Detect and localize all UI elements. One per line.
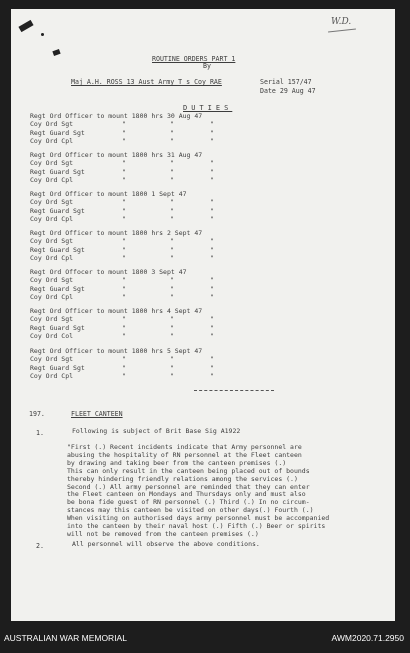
ditto-mark: " [170, 175, 174, 184]
annotation-underline [328, 29, 356, 33]
duty-role-line [30, 284, 214, 293]
duty-officer-line: Regt Ord Offocer to mount 1800 3 Sept 47 [30, 268, 187, 276]
quote-line: by drawing and taking beer from the canteen premises (.) [67, 458, 287, 467]
ditto-mark: " [122, 136, 126, 145]
duty-role-line [30, 198, 214, 207]
document-date: Date 29 Aug 47 [260, 87, 316, 95]
section-title: FLEET CANTEEN [71, 410, 123, 418]
ditto-mark: " [170, 214, 174, 223]
duty-role: Coy Ord Sgt [30, 315, 74, 324]
ditto-mark: " [170, 276, 174, 285]
item-text: All personnel will observe the above conditions. [72, 540, 260, 548]
quote-line: "First (.) Recent incidents indicate that Army personnel are [67, 443, 302, 451]
quote-line: will not be removed from the canteen premises (.) [67, 529, 259, 538]
quote-line: thereby hindering friendly relations among the services (.) [67, 474, 298, 483]
duty-role-line [30, 128, 214, 137]
ditto-mark: " [170, 245, 174, 254]
ditto-mark: " [170, 136, 174, 145]
footer-accession-number: AWM2020.71.2950 [331, 633, 404, 643]
ditto-mark: " [210, 120, 214, 129]
ditto-mark: " [210, 198, 214, 207]
duty-role-line [30, 206, 214, 215]
ditto-mark: " [122, 276, 126, 285]
ditto-mark: " [210, 276, 214, 285]
ditto-mark: " [122, 214, 126, 223]
ditto-mark: " [170, 206, 174, 215]
ditto-mark: " [210, 315, 214, 324]
duty-role-line [30, 136, 214, 145]
duty-role-line [30, 237, 214, 246]
archive-footer [0, 621, 410, 653]
ditto-mark: " [122, 120, 126, 129]
ditto-mark: " [170, 363, 174, 372]
duty-role: Regt Guard Sgt [30, 206, 85, 215]
duty-role: Coy Ord Sgt [30, 237, 74, 246]
ditto-mark: " [122, 128, 126, 137]
document-title: ROUTINE ORDERS PART 1 [152, 55, 236, 63]
ditto-mark: " [170, 371, 174, 380]
item-number: 1. [36, 429, 44, 437]
ditto-mark: " [210, 253, 214, 262]
duty-role: Coy Ord Sgt [30, 355, 74, 364]
duty-role: Regt Guard Sgt [30, 245, 85, 254]
quote-line: be bona fide guest of RN personnel (.) Third (.) In no circum- [67, 498, 310, 507]
ditto-mark: " [170, 315, 174, 324]
ditto-mark: " [122, 355, 126, 364]
duty-officer-line: Regt Ord Officer to mount 1800 hrs 31 Aug 47 [30, 151, 203, 159]
duty-role: Regt Guard Sgt [30, 167, 85, 176]
ditto-mark: " [210, 167, 214, 176]
duty-role: Coy Ord Sgt [30, 159, 74, 168]
duty-role: Coy Ord Cpl [30, 292, 74, 301]
ditto-mark: " [122, 237, 126, 246]
ditto-mark: " [210, 245, 214, 254]
duty-role-line [30, 214, 214, 223]
duty-role-line [30, 363, 214, 372]
ditto-mark: " [210, 206, 214, 215]
issuing-officer: Maj A.H. ROSS 13 Aust Army T s Coy RAE [71, 78, 222, 86]
duty-role: Regt Guard Sgt [30, 323, 85, 332]
ditto-mark: " [170, 237, 174, 246]
duty-role: Coy Ord Sgt [30, 276, 74, 285]
duty-officer-line: Regt Ord Officer to mount 1800 hrs 4 Sept 47 [30, 307, 203, 315]
duty-role-line [30, 292, 214, 301]
ditto-mark: " [170, 323, 174, 332]
ditto-mark: " [210, 159, 214, 168]
duty-officer-line: Regt Ord Officer to mount 1800 1 Sept 47 [30, 190, 187, 198]
ditto-mark: " [210, 371, 214, 380]
footer-source: AUSTRALIAN WAR MEMORIAL [4, 633, 127, 643]
ditto-mark: " [122, 175, 126, 184]
duty-role: Regt Guard Sgt [30, 128, 85, 137]
signal-quote [67, 444, 329, 539]
ditto-mark: " [170, 284, 174, 293]
section-number: 197. [29, 410, 45, 418]
punch-mark [52, 49, 60, 56]
duty-role-line [30, 175, 214, 184]
duty-role-line [30, 331, 214, 340]
duty-role-line [30, 371, 214, 380]
serial-number: Serial 157/47 [260, 78, 312, 86]
duty-block [30, 190, 214, 223]
duty-role-line [30, 245, 214, 254]
quote-line: Second (.) All army personnel are reminded that they can enter [67, 482, 310, 491]
ditto-mark: " [170, 331, 174, 340]
ditto-mark: " [122, 371, 126, 380]
ditto-mark: " [122, 323, 126, 332]
quote-line: When visiting on authorised days army personnel must be accompanied [67, 514, 330, 523]
ditto-mark: " [122, 159, 126, 168]
duty-role: Coy Ord Sgt [30, 198, 74, 207]
ditto-mark: " [122, 363, 126, 372]
quote-line: stances may this canteen be visited on other days(.) Fourth (.) [67, 506, 314, 515]
ditto-mark: " [210, 214, 214, 223]
quote-line: into the canteen by their naval host (.) Fifth (.) Beer or spirits [67, 522, 326, 531]
ditto-mark: " [122, 206, 126, 215]
ditto-mark: " [170, 128, 174, 137]
duty-role: Coy Ord Cpl [30, 136, 74, 145]
ditto-mark: " [170, 167, 174, 176]
duty-role: Coy Ord Cpl [30, 371, 74, 380]
duty-role-line [30, 276, 214, 285]
duty-role-line [30, 159, 214, 168]
ditto-mark: " [170, 120, 174, 129]
ditto-mark: " [170, 253, 174, 262]
ditto-mark: " [210, 355, 214, 364]
ditto-mark: " [170, 159, 174, 168]
duty-officer-line: Regt Ord Officer to mount 1800 hrs 5 Sept 47 [30, 347, 203, 355]
section-divider [194, 390, 274, 391]
ditto-mark: " [122, 292, 126, 301]
punch-mark [41, 33, 44, 36]
duty-block [30, 151, 214, 184]
duty-block [30, 347, 214, 380]
ditto-mark: " [210, 237, 214, 246]
ditto-mark: " [122, 315, 126, 324]
ditto-mark: " [210, 128, 214, 137]
duties-heading: DUTIES [183, 104, 233, 112]
duty-role: Coy Ord Col [30, 331, 74, 340]
item-text: Following is subject of Brit Base Sig A1922 [72, 427, 241, 435]
quote-line: the Fleet canteen on Mondays and Thursdays only and must also [67, 490, 306, 499]
duty-role-line [30, 253, 214, 262]
duty-officer-line: Regt Ord Officer to mount 1800 hrs 30 Aug 47 [30, 112, 203, 120]
quote-line: abusing the hospitality of RN personnel at the Fleet canteen [67, 450, 302, 459]
document-title-by: By [203, 62, 211, 70]
duty-role-line [30, 355, 214, 364]
duty-role: Coy Ord Cpl [30, 253, 74, 262]
duty-role: Coy Ord Cpl [30, 214, 74, 223]
ditto-mark: " [122, 284, 126, 293]
ditto-mark: " [210, 331, 214, 340]
item-number: 2. [36, 542, 44, 550]
quote-line: This can only result in the canteen being placed out of bounds [67, 466, 310, 475]
ditto-mark: " [210, 284, 214, 293]
ditto-mark: " [170, 198, 174, 207]
ditto-mark: " [122, 331, 126, 340]
ditto-mark: " [122, 245, 126, 254]
ditto-mark: " [170, 292, 174, 301]
ditto-mark: " [210, 136, 214, 145]
ditto-mark: " [122, 167, 126, 176]
duty-block [30, 229, 214, 262]
duty-role-line [30, 167, 214, 176]
ditto-mark: " [210, 292, 214, 301]
punch-mark [18, 20, 33, 32]
ditto-mark: " [122, 198, 126, 207]
duty-role: Coy Ord Cpl [30, 175, 74, 184]
duty-role-line [30, 315, 214, 324]
duty-block [30, 112, 214, 145]
ditto-mark: " [210, 323, 214, 332]
duty-officer-line: Regt Ord Officer to mount 1800 hrs 2 Sept 47 [30, 229, 203, 237]
duty-role-line [30, 120, 214, 129]
duty-block [30, 307, 214, 340]
ditto-mark: " [210, 175, 214, 184]
duty-role-line [30, 323, 214, 332]
duty-role: Regt Guard Sgt [30, 284, 85, 293]
duty-block [30, 268, 214, 301]
ditto-mark: " [210, 363, 214, 372]
duty-role: Coy Ord Sgt [30, 120, 74, 129]
ditto-mark: " [122, 253, 126, 262]
ditto-mark: " [170, 355, 174, 364]
handwritten-annotation: W.D. [331, 17, 352, 27]
duty-role: Regt Guard Sgt [30, 363, 85, 372]
document-page [11, 9, 395, 621]
